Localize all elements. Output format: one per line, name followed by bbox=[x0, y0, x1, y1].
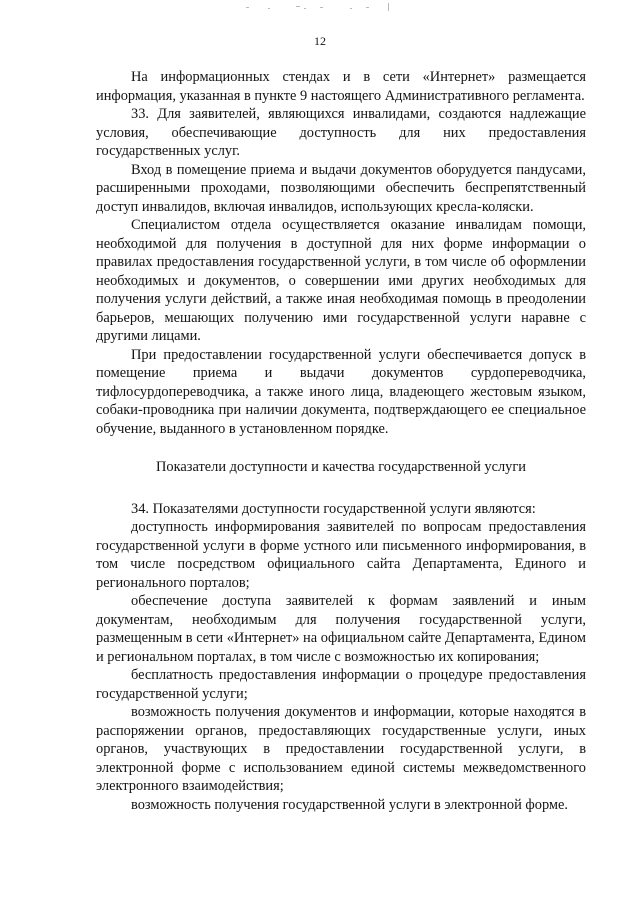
paragraph-entrance-ramps: Вход в помещение приема и выдачи документов оборудуется пандусами, расширенными проходами, позволяющими обеспечить беспрепятственный доступ инвалидов, включая инвалидов, использующих кресла-коляски. bbox=[96, 161, 586, 215]
paragraph-specialist-assistance: Специалистом отдела осуществляется оказание инвалидам помощи, необходимой для получения в доступной для них форме информации о правилах предоставления государственной услуги, в том числе об оформлении необходимых и документов, о совершении ими других необходимых для получения услуги действий, а также иная необходимая помощь в преодолении барьеров, мешающих получению ими государственной услуги наравне с другими лицами. bbox=[96, 217, 586, 344]
paragraph-info-stands: На информационных стендах и в сети «Интернет» размещается информация, указанная в пункте 9 настоящего Административного регламента. bbox=[96, 69, 586, 104]
paragraph-33-conditions: 33. Для заявителей, являющихся инвалидами, создаются надлежащие условия, обеспечивающие доступность для них предоставления государственных услуг. bbox=[96, 106, 586, 159]
section-heading: Показатели доступности и качества государственной услуги bbox=[156, 459, 526, 475]
page-number: 12 bbox=[314, 34, 326, 48]
list-item-electronic-service: возможность получения государственной услуги в электронной форме. bbox=[131, 796, 569, 813]
list-item-forms-access: обеспечение доступа заявителей к формам заявлений и иным документам, необходимым для получения государственной услуги, размещенным в сети «Интернет» на официальном сайте Департамента, Едином и региональном порталах, в том числе с возможностью их копирования; bbox=[96, 593, 586, 665]
paragraph-34-indicators: 34. Показателями доступности государственной услуги являются: bbox=[131, 500, 536, 517]
list-item-information-availability: доступность информирования заявителей по вопросам предоставления государственной услуги в форме устного или письменного информирования, в том числе посредством официального сайта Департамента, Единого и регионального порталов; bbox=[96, 519, 586, 591]
list-item-free-information: бесплатность предоставления информации о процедуре предоставления государственной услуги; bbox=[96, 667, 586, 702]
paragraph-interpreter-access: При предоставлении государственной услуги обеспечивается допуск в помещение приема и выдачи документов сурдопереводчика, тифлосурдопереводчика, а также иного лица, владеющего жестовым языком, собаки-проводника при наличии документа, подтверждающего ее специальное обучение, выданного в установленном порядке. bbox=[96, 346, 586, 437]
list-item-documents-electronic: возможность получения документов и информации, которые находятся в распоряжении органов, предоставляющих государственные услуги, иных органов, участвующих в предоставлении государственной услуги, в электронной форме с использованием единой системы межведомственного электронного взаимодействия; bbox=[96, 704, 586, 794]
document-body bbox=[96, 68, 586, 814]
scan-artifact-marks bbox=[238, 2, 398, 14]
